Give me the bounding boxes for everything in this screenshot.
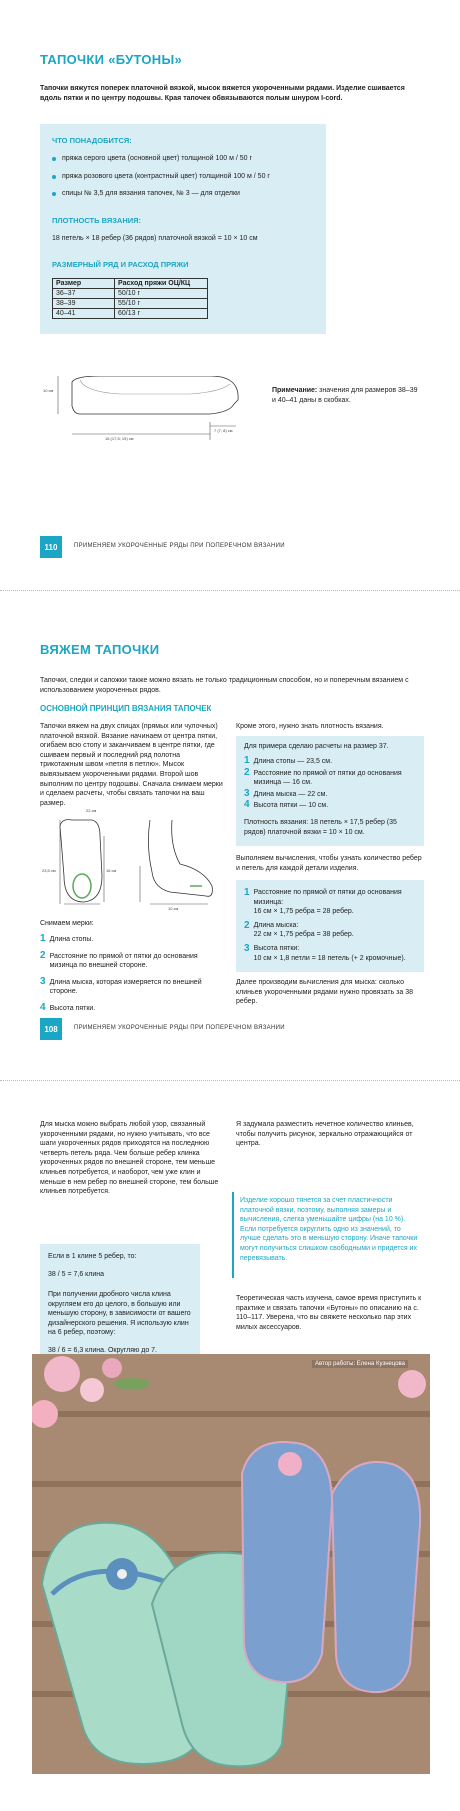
sizes-heading: РАЗМЕРНЫЙ РЯД И РАСХОД ПРЯЖИ xyxy=(52,260,189,269)
page2-footer: ПРИМЕНЯЕМ УКОРОЧЕННЫЕ РЯДЫ ПРИ ПОПЕРЕЧНОМ ВЯЗАНИИ xyxy=(74,1025,285,1031)
table-cell: 55/10 г xyxy=(115,299,208,309)
page-divider xyxy=(0,1080,460,1081)
list-item: 3 Высота пятки: 10 см × 1,8 петли = 18 петель (+ 2 кромочные). xyxy=(244,942,406,962)
foot-label-bottom: 10 см xyxy=(168,906,179,911)
list-item: 4 Высота пятки. xyxy=(40,1001,96,1013)
table-header-row xyxy=(53,279,208,289)
page-divider xyxy=(0,590,460,591)
calc-list xyxy=(244,888,420,963)
list-item: 1 Длина стопы — 23,5 см. xyxy=(244,755,333,766)
list-item: 2 Длина мыска: 22 см × 1,75 ребра = 38 ребер. xyxy=(244,919,354,939)
page1-note xyxy=(272,386,420,405)
measures-list xyxy=(40,934,224,1014)
foot-label-left: 23,5 см xyxy=(42,868,56,873)
note-text: значения для размеров 38–39 и 40–41 даны в скобках. xyxy=(272,387,418,404)
page2-left-text: Тапочки вяжем на двух спицах (прямых или чулочных) платочной вязкой. Вязание начинаем от центра пятки, огибаем всю стопу и заканчиваем в центре пятки, где сшиваем первый и последний ряд полотна трикотажным швом «петля в петлю». Мысок вывязываем укороченными рядами. Второй шов выполним по центру подошвы. Сначала снимаем мерки и сделаем расчеты, чтобы связать тапочки на ваш размер. xyxy=(40,723,223,807)
materials-box xyxy=(40,124,326,334)
table-cell: 40–41 xyxy=(53,309,115,319)
page-number-108: 108 xyxy=(40,1018,62,1040)
table-row xyxy=(53,299,208,309)
diagram-width-label: 16 (17,5; 19) см xyxy=(105,436,134,441)
right-intro: Кроме этого, нужно знать плотность вязания. xyxy=(236,723,384,730)
slipper-diagram xyxy=(40,376,250,446)
page3-left-text: Для мыска можно выбрать любой узор, связанный укороченными рядами, но нужно учитывать, что все шаги укороченных рядов приходятся на последнюю четверть петель ряда. Чем больше ребер клинка укороченных рядов по внешней стороне, тем меньше клиньев потребуется, и наоборот, чем уже клин и меньше в нем ребер по внешней стороне, тем больше клиньев потребуется. xyxy=(40,1121,219,1196)
table-cell: 36–37 xyxy=(53,289,115,299)
tip-bar xyxy=(232,1192,234,1278)
calc-line-3: При получении дробного числа клина округляем его до целого, в большую или меньшую сторону, в зависимости от вашего дизайнерского решения. Я использую клин на 6 ребер, поэтому: xyxy=(48,1291,191,1337)
tip-box xyxy=(232,1192,424,1278)
bullet-icon xyxy=(52,175,56,179)
materials-item: спицы № 3,5 для вязания тапочек, № 3 — для отделки xyxy=(52,189,318,199)
list-item: 3 Длина мыска, которая измеряется по внешней стороне. xyxy=(40,975,202,996)
calc-outro: Далее производим вычисления для мыска: сколько клиньев укороченными рядами нужно провязать за 38 ребер. xyxy=(236,979,414,1006)
diagram-side-label: 7 (7; 8) см xyxy=(214,428,233,433)
materials-heading: ЧТО ПОНАДОБИТСЯ: xyxy=(52,136,132,145)
list-item: 1 Расстояние по прямой от пятки до основания мизинца: 16 см × 1,75 ребра = 28 ребер. xyxy=(244,887,402,916)
gauge-heading: ПЛОТНОСТЬ ВЯЗАНИЯ: xyxy=(52,216,142,225)
gauge-text: 18 петель × 18 ребер (36 рядов) платочной вязкой = 10 × 10 см xyxy=(52,235,258,242)
calc-line-1: Если в 1 клине 5 ребер, то: xyxy=(48,1253,137,1260)
calc-line-2: 38 / 5 = 7,6 клина xyxy=(48,1271,105,1278)
example-gauge: Плотность вязания: 18 петель × 17,5 ребер (35 рядов) платочной вязки = 10 × 10 см. xyxy=(244,819,397,836)
example-box xyxy=(236,736,424,846)
measures-heading: Снимаем мерки: xyxy=(40,920,94,927)
example-heading: Для примера сделаю расчеты на размер 37. xyxy=(244,743,389,750)
list-item: 1 Длина стопы. xyxy=(40,933,94,944)
table-header: Размер xyxy=(53,279,115,289)
foot-diagram xyxy=(40,816,226,910)
materials-item: пряжа розового цвета (контрастный цвет) толщиной 100 м / 50 г xyxy=(52,172,318,182)
page1-title: ТАПОЧКИ «БУТОНЫ» xyxy=(40,52,183,67)
calc-line-4: 38 / 6 = 6,3 клина. Округляю до 7. xyxy=(48,1347,158,1354)
list-item: 4 Высота пятки — 10 см. xyxy=(244,799,329,811)
bullet-icon xyxy=(52,157,56,161)
calc-box xyxy=(236,880,424,972)
page3-right-text: Я задумала разместить нечетное количество клиньев, чтобы получить рисунок, зеркально отражающийся от центра. xyxy=(236,1121,414,1148)
calc-intro: Выполняем вычисления, чтобы узнать количество ребер и петель для каждой детали изделия. xyxy=(236,855,422,872)
table-row xyxy=(53,289,208,299)
calc-example-box xyxy=(40,1244,200,1364)
list-item: 2 Расстояние по прямой от пятки до основания мизинца — 16 см. xyxy=(244,766,402,787)
list-item: 3 Длина мыска — 22 см. xyxy=(244,787,328,799)
page2-title: ВЯЖЕМ ТАПОЧКИ xyxy=(40,642,160,657)
foot-label-top: 22 см xyxy=(86,808,97,813)
slippers-photo xyxy=(32,1354,430,1774)
foot-label-right: 16 см xyxy=(106,868,117,873)
tip-text: Изделие хорошо тянется за счет пластичности платочной вязки, поэтому, выполняя замеры и вычисления, слегка уменьшайте цифры (на 10 %). Если потребуется округлить одно из значений, то лучше сделать это в меньшую сторону. Иначе тапочки могут получиться слишком свободными и придется их перевязывать. xyxy=(240,1197,418,1262)
diagram-height-label: 10 см xyxy=(43,388,54,393)
sizes-table xyxy=(52,278,208,319)
materials-item: пряжа серого цвета (основной цвет) толщиной 100 м / 50 г xyxy=(52,154,318,164)
page2-intro: Тапочки, следки и сапожки также можно вязать не только традиционным способом, но и поперечным вязанием с использованием укороченных рядов. xyxy=(40,677,409,694)
photo-illustration xyxy=(32,1354,430,1774)
example-list xyxy=(244,756,420,811)
page3-outro: Теоретическая часть изучена, самое время приступить к практике и связать тапочки «Бутоны» по описанию на с. 110–117. Уверена, что вы свяжете несколько пар этих милых аксессуаров. xyxy=(236,1295,422,1331)
page2-subheading: ОСНОВНОЙ ПРИНЦИП ВЯЗАНИЯ ТАПОЧЕК xyxy=(40,704,212,713)
table-cell: 60/13 г xyxy=(115,309,208,319)
table-header: Расход пряжи ОЦ/КЦ xyxy=(115,279,208,289)
page-number-110: 110 xyxy=(40,536,62,558)
page1-footer: ПРИМЕНЯЕМ УКОРОЧЕННЫЕ РЯДЫ ПРИ ПОПЕРЕЧНОМ ВЯЗАНИИ xyxy=(74,543,285,549)
bullet-icon xyxy=(52,192,56,196)
list-item: 2 Расстояние по прямой от пятки до основания мизинца по внешней стороне. xyxy=(40,949,198,970)
table-cell: 38–39 xyxy=(53,299,115,309)
materials-list xyxy=(52,154,318,199)
page1-intro: Тапочки вяжутся поперек платочной вязкой, мысок вяжется укороченными рядами. Изделие сшивается вдоль пятки и по центру подошвы. Края тапочек обвязываются полым шнуром I-cord. xyxy=(40,85,405,102)
table-row xyxy=(53,309,208,319)
photo-caption: Автор работы: Елена Кузнецова xyxy=(312,1360,408,1368)
table-cell: 50/10 г xyxy=(115,289,208,299)
note-label: Примечание: xyxy=(272,387,318,394)
